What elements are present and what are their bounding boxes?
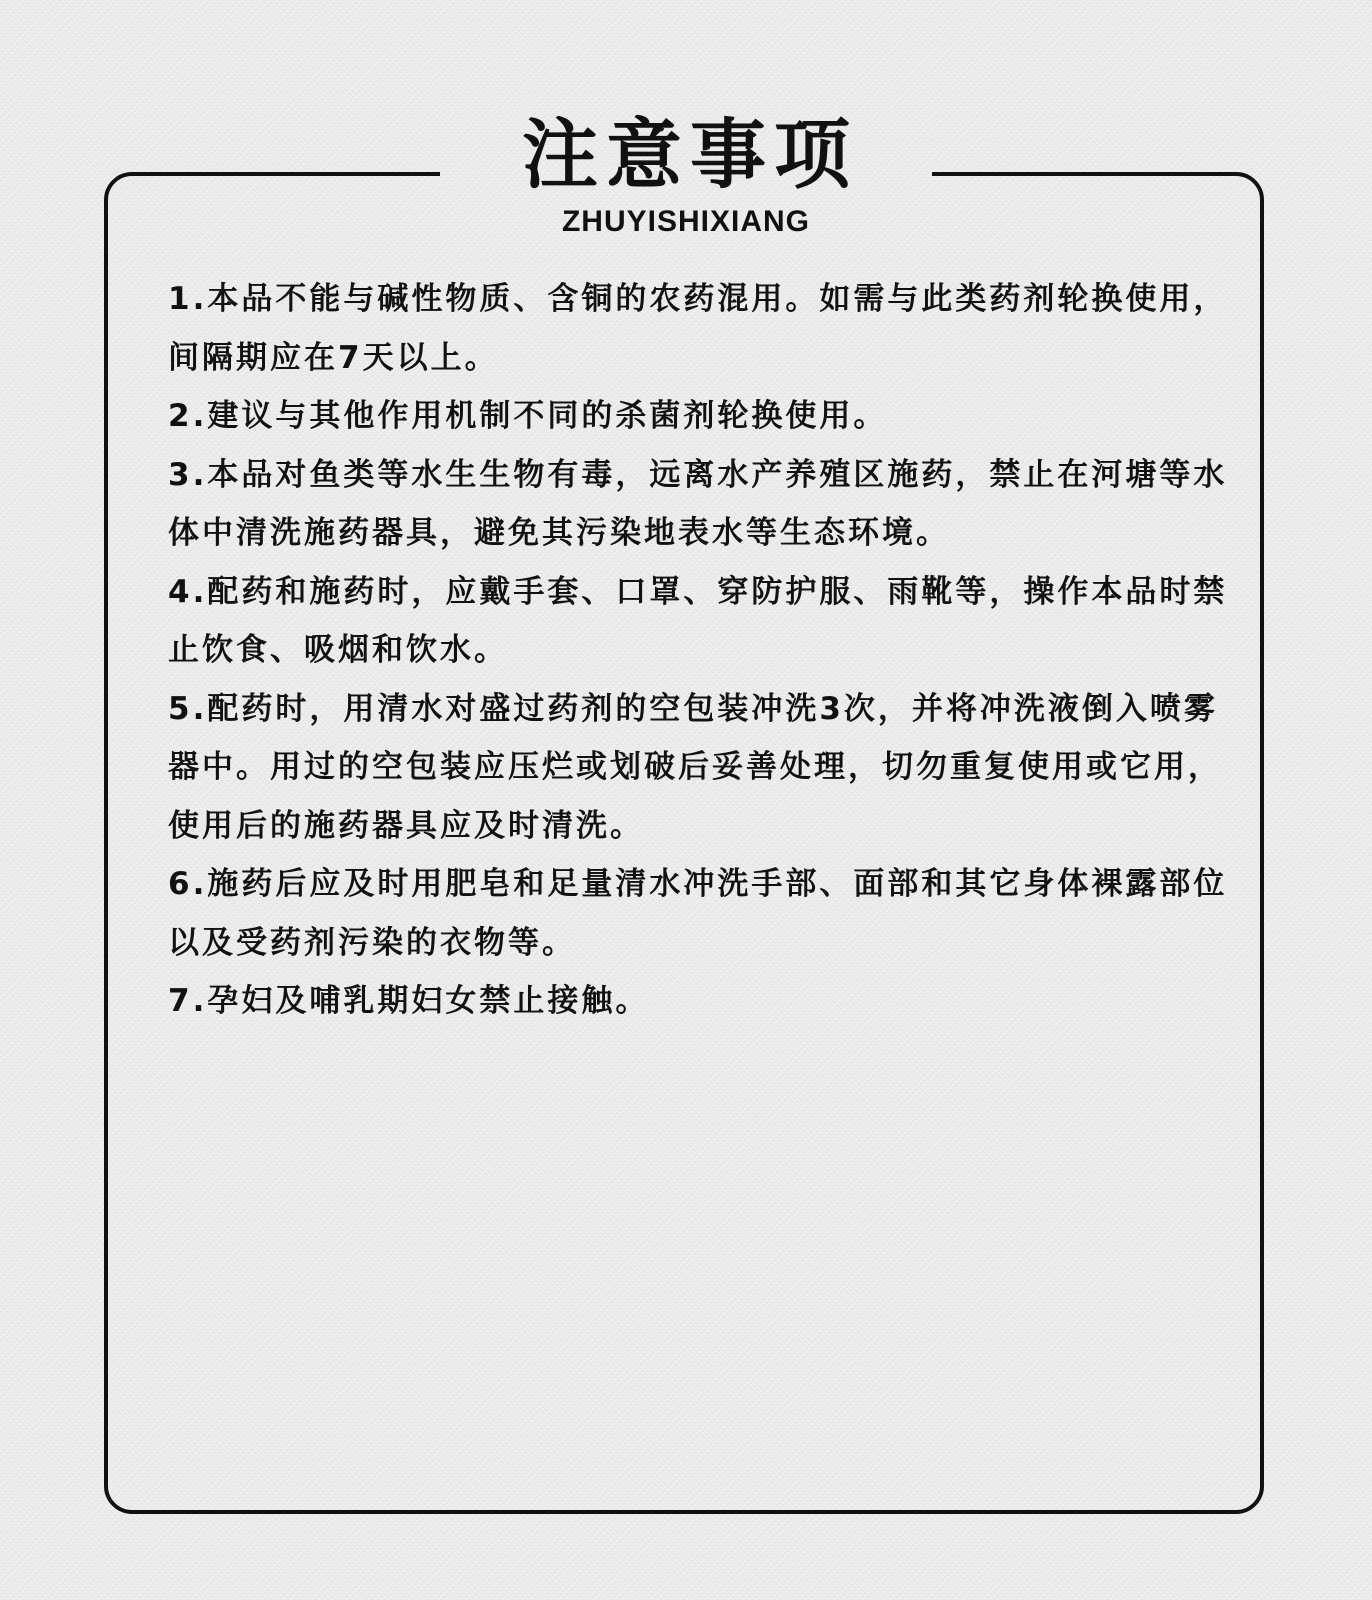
note-item-5: 5.配药时，用清水对盛过药剂的空包装冲洗3次，并将冲洗液倒入喷雾器中。用过的空包装应压烂或划破后妥善处理，切勿重复使用或它用，使用后的施药器具应及时清洗。 bbox=[168, 690, 1222, 844]
note-item-4: 4.配药和施药时，应戴手套、口罩、穿防护服、雨靴等，操作本品时禁止饮食、吸烟和饮水。 bbox=[168, 573, 1228, 668]
note-item-3: 3.本品对鱼类等水生生物有毒，远离水产养殖区施药，禁止在河塘等水体中清洗施药器具，避免其污染地表水等生态环境。 bbox=[168, 456, 1228, 551]
note-item-2: 2.建议与其他作用机制不同的杀菌剂轮换使用。 bbox=[168, 398, 888, 434]
page-subtitle: ZHUYISHIXIANG bbox=[561, 205, 811, 238]
page-title: 注意事项 bbox=[522, 110, 858, 199]
note-item-1: 1.本品不能与碱性物质、含铜的农药混用。如需与此类药剂轮换使用，间隔期应在7天以上。 bbox=[168, 281, 1228, 376]
notes-list bbox=[168, 270, 1228, 1031]
note-item-6: 6.施药后应及时用肥皂和足量清水冲洗手部、面部和其它身体裸露部位以及受药剂污染的衣物等。 bbox=[168, 866, 1228, 961]
header bbox=[440, 110, 932, 250]
note-item-7: 7.孕妇及哺乳期妇女禁止接触。 bbox=[168, 983, 650, 1019]
